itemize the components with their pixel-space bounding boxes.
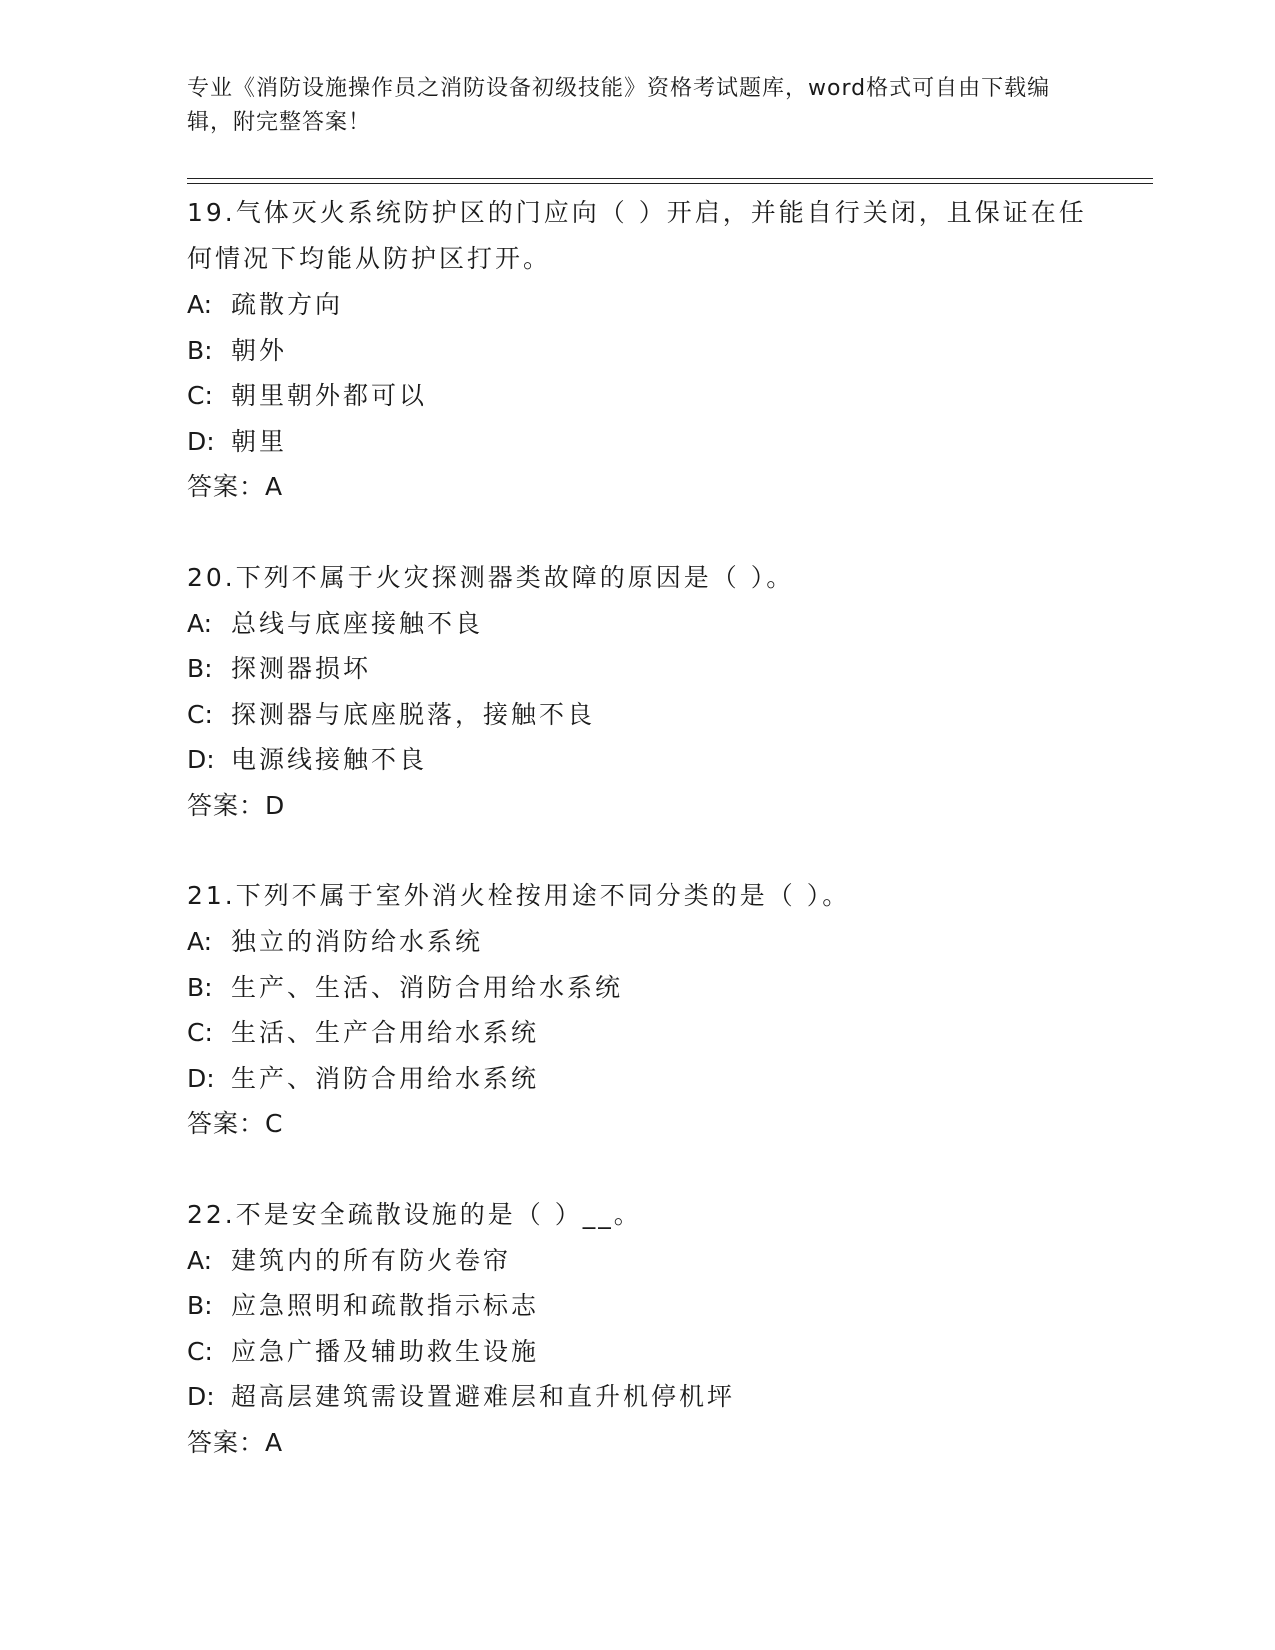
question-list [187,190,1087,1465]
option-text: 超高层建筑需设置避难层和直升机停机坪 [231,1382,736,1411]
option-text: 生活、生产合用给水系统 [231,1018,540,1047]
option-c [187,1010,1087,1056]
option-text: 朝外 [231,335,288,365]
option-c [187,373,1087,419]
option-a [187,282,1087,328]
option-key: D: [187,1382,215,1411]
spacer [187,828,1087,873]
option-key: B: [187,972,213,1002]
option-key: A: [187,608,213,638]
question-19 [187,190,1087,510]
option-b [187,646,1087,692]
option-d [187,419,1087,465]
option-d [187,1374,1087,1420]
option-a [187,601,1087,647]
option-key: B: [187,1291,213,1320]
option-key: D: [187,745,215,774]
option-text: 应急广播及辅助救生设施 [231,1336,540,1366]
header-divider-bottom [187,183,1153,184]
header-divider-top [187,178,1153,179]
option-key: C: [187,699,213,729]
spacer [187,1147,1087,1192]
option-text: 朝里 [231,426,288,456]
option-key: B: [187,654,213,683]
question-21 [187,873,1087,1147]
answer-line: 答案：A [187,1427,284,1457]
option-key: D: [187,1063,215,1093]
option-key: D: [187,426,215,456]
option-text: 总线与底座接触不良 [231,608,484,638]
option-key: C: [187,381,213,410]
option-c [187,692,1087,738]
option-text: 应急照明和疏散指示标志 [231,1291,540,1320]
question-stem: 21.下列不属于室外消火栓按用途不同分类的是（ ）。 [187,881,851,910]
option-d [187,737,1087,783]
spacer [187,510,1087,555]
answer-line: 答案：C [187,1109,284,1138]
option-text: 生产、消防合用给水系统 [231,1063,540,1093]
option-key: C: [187,1336,213,1366]
option-text: 电源线接触不良 [231,745,428,774]
option-a [187,919,1087,965]
option-b [187,965,1087,1011]
option-b [187,1283,1087,1329]
answer-line: 答案：D [187,790,286,820]
option-key: B: [187,335,213,365]
option-key: A: [187,1245,213,1275]
option-text: 探测器与底座脱落，接触不良 [231,699,596,729]
option-text: 探测器损坏 [231,654,372,683]
document-header: 专业《消防设施操作员之消防设备初级技能》资格考试题库，word格式可自由下载编辑，附完整答案！ [187,76,1051,135]
option-text: 建筑内的所有防火卷帘 [231,1245,512,1275]
answer-line: 答案：A [187,472,284,501]
option-key: C: [187,1018,213,1047]
question-stem: 19.气体灭火系统防护区的门应向（ ）开启，并能自行关闭，且保证在任何情况下均能从防护区打开。 [187,198,1087,273]
question-stem: 22.不是安全疏散设施的是（ ）__。 [187,1199,642,1229]
option-b [187,328,1087,374]
option-d [187,1056,1087,1102]
question-22 [187,1192,1087,1466]
option-c [187,1329,1087,1375]
question-20 [187,555,1087,829]
question-stem: 20.下列不属于火灾探测器类故障的原因是（ ）。 [187,562,795,592]
option-text: 生产、生活、消防合用给水系统 [231,972,624,1002]
option-text: 独立的消防给水系统 [231,927,484,956]
option-key: A: [187,290,213,319]
option-text: 疏散方向 [231,290,344,319]
option-a [187,1238,1087,1284]
option-key: A: [187,927,213,956]
option-text: 朝里朝外都可以 [231,381,428,410]
